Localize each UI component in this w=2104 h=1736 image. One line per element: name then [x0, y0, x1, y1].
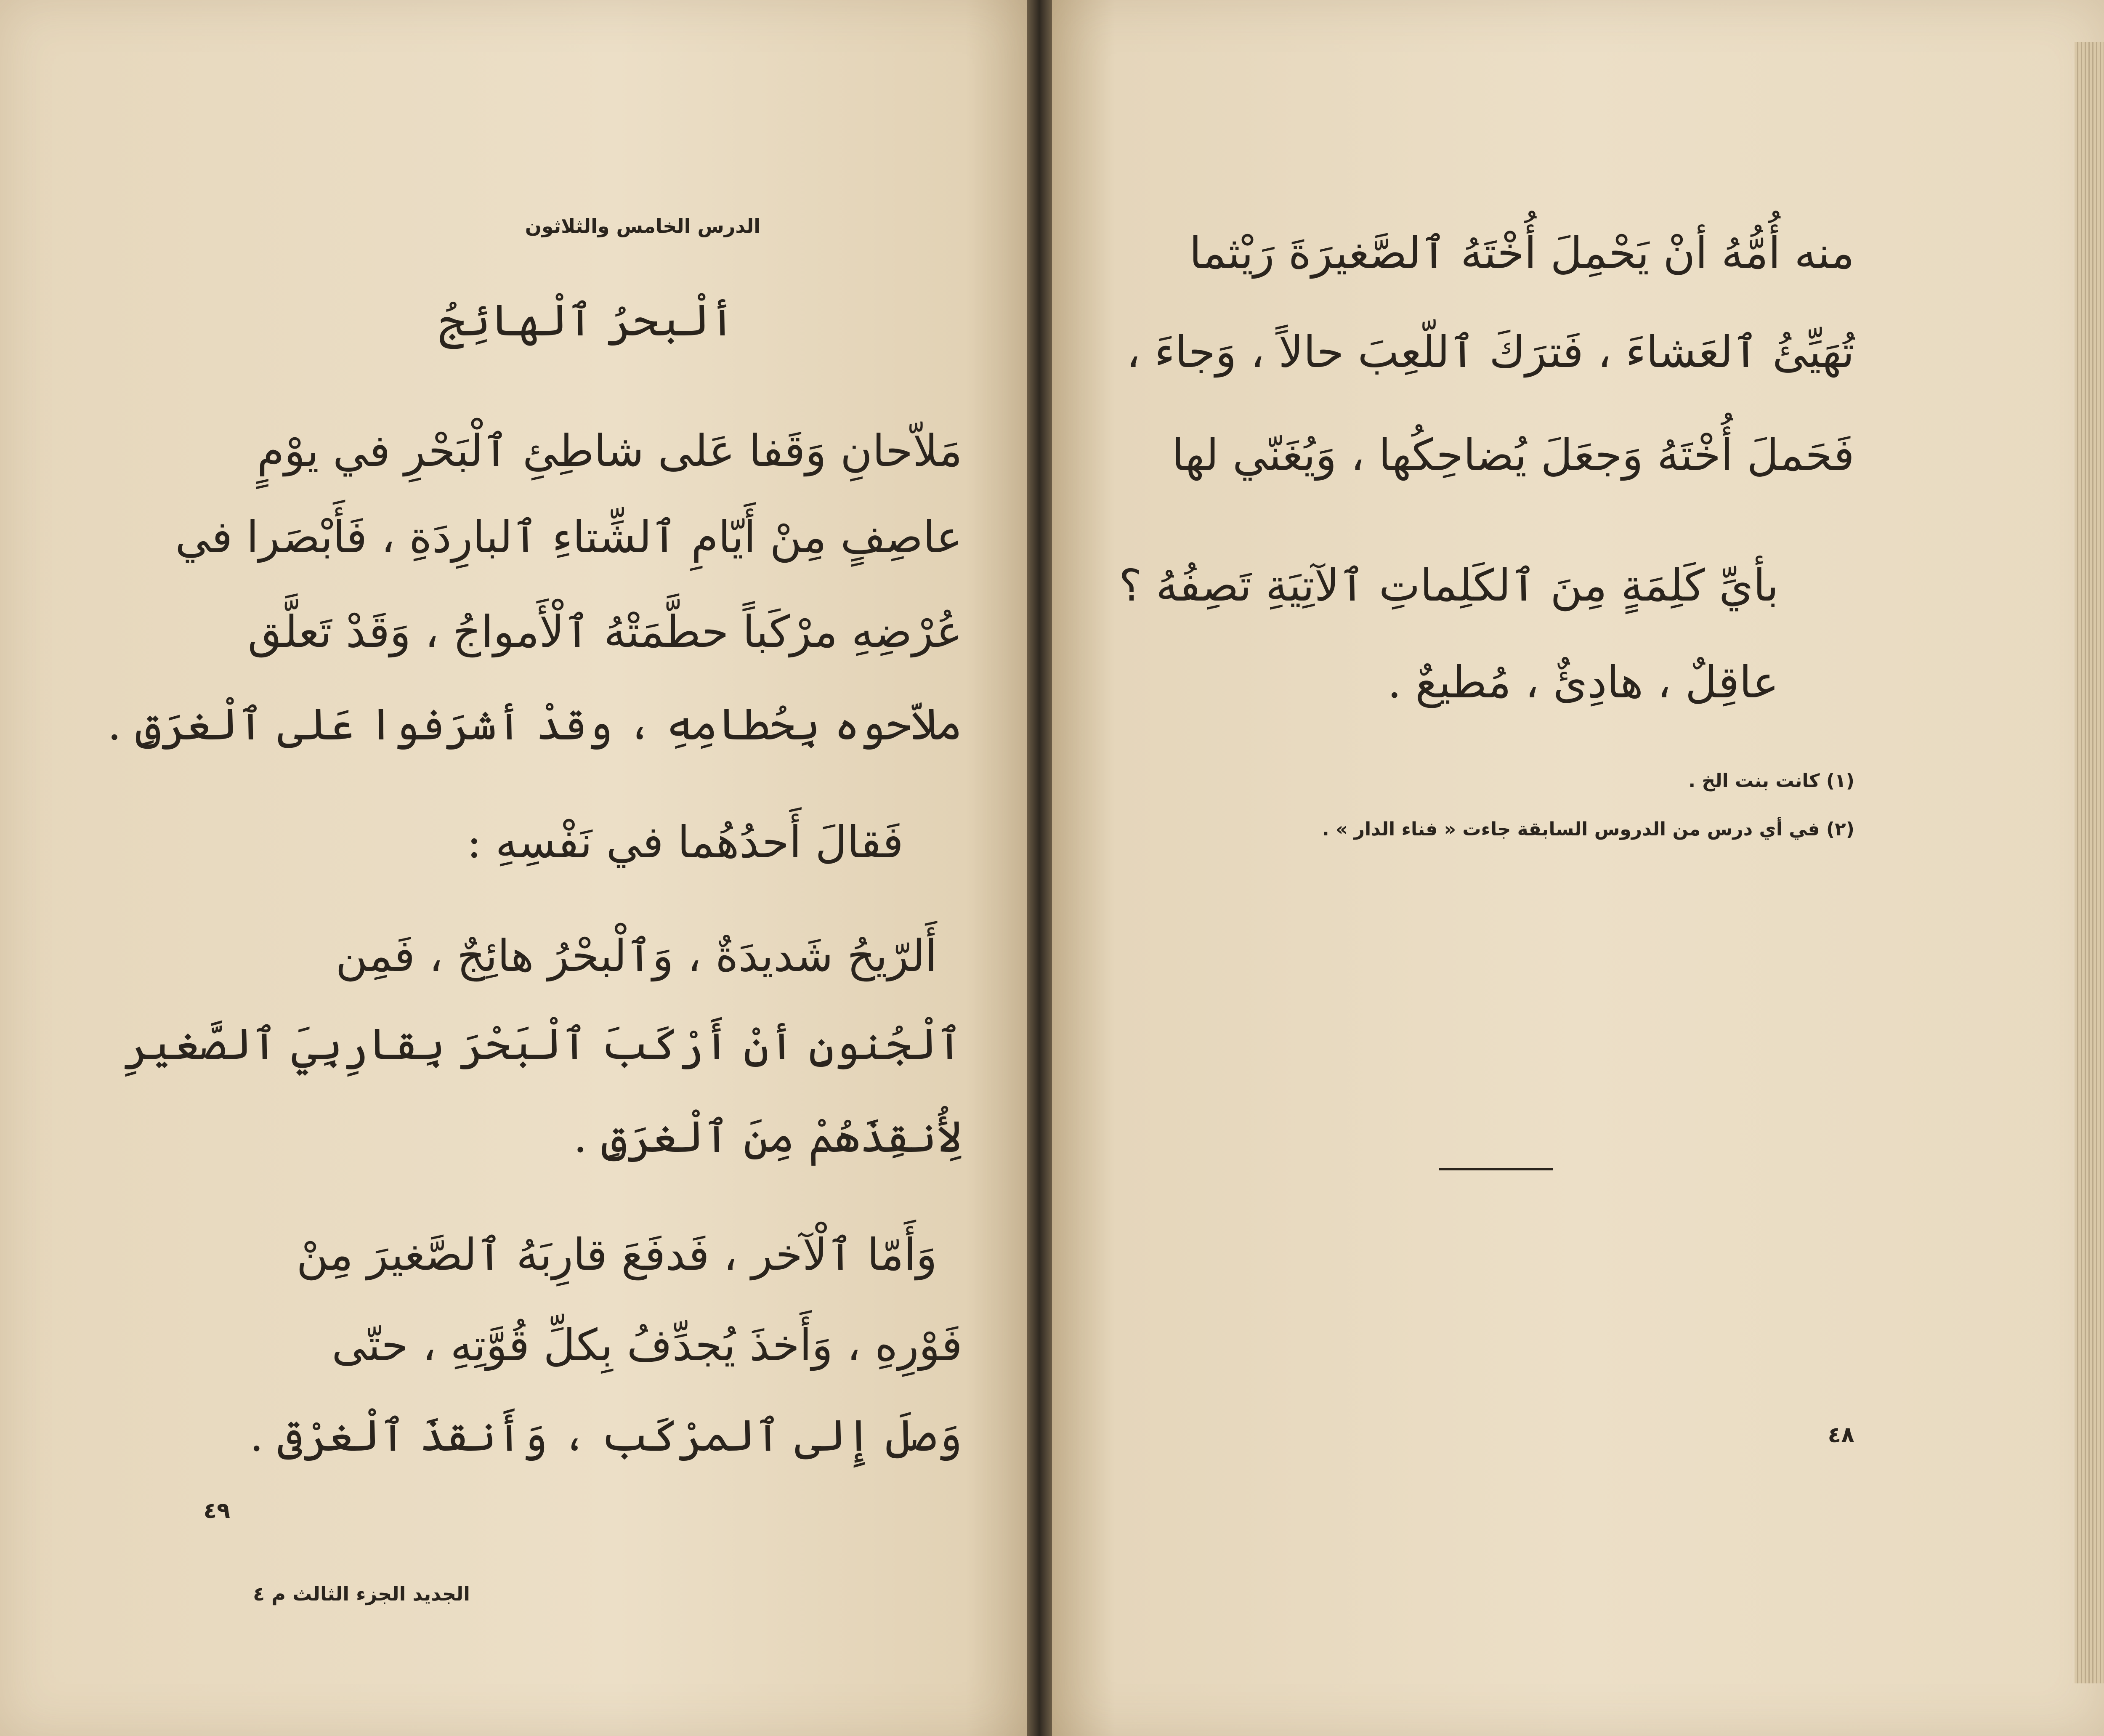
left-page: [0, 0, 1027, 1736]
text-line: ٱلْجُنونِ أنْ أَرْكَبَ ٱلْبَحْرَ بِقارِبِيَ ٱلصَّغيرِ: [123, 1018, 962, 1070]
text-line: أَلرّيحُ شَديدَةٌ ، وَٱلْبحْرُ هائِجٌ ، فَمِن: [335, 930, 937, 981]
text-line: وَصلَ إِلى ٱلمرْكَب ، وَأَنقذَ ٱلْغرْقى .: [250, 1410, 962, 1461]
text-line: فَحَملَ أُخْتَهُ وَجعَلَ يُضاحِكُها ، وَيُغَنّي لها: [1172, 429, 1854, 481]
page-number: ٤٩: [203, 1498, 230, 1523]
page-number: ٤٨: [1828, 1422, 1854, 1448]
text-line: ملاّحوه بِحُطامِهِ ، وقدْ أشرَفوا عَلى ٱلْغرَقِ .: [107, 699, 962, 750]
lesson-title: ألْبحرُ ٱلْهائِجُ: [439, 295, 735, 346]
text-line: عُرْضِهِ مرْكَباً حطَّمَتْهُ ٱلْأَمواجُ ، وَقَدْ تَعلَّق: [247, 606, 962, 657]
text-line: مَلاّحانِ وَقَفا عَلى شاطِئِ ٱلْبَحْرِ في يوْمٍ: [257, 425, 962, 476]
page-edges: [2075, 42, 2104, 1683]
lesson-heading: الدرس الخامس والثلاثون: [525, 215, 760, 237]
text-line: وَأَمّا ٱلْآخر ، فَدفَعَ قارِبَهُ ٱلصَّغيرَ مِنْ: [296, 1229, 937, 1280]
book-gutter: [1027, 0, 1052, 1736]
text-line: فَقالَ أَحدُهُما في نَفْسِهِ :: [467, 816, 903, 868]
text-line: لِأُنقِذَهُمْ مِنَ ٱلْغرَقِ .: [573, 1111, 962, 1162]
footnote: (١) كانت بنت الخ .: [1688, 770, 1854, 792]
footnote: (٢) في أي درس من الدروس السابقة جاءت « فناء الدار » .: [1322, 819, 1854, 840]
text-line: منه أُمُّهُ أنْ يَحْمِلَ أُخْتَهُ ٱلصَّغيرَةَ رَيْثما: [1189, 227, 1854, 279]
exercise-answers: عاقِلٌ ، هادِئٌ ، مُطيعٌ .: [1387, 657, 1779, 708]
section-divider: [1439, 1168, 1553, 1170]
exercise-question: بأيِّ كَلِمَةٍ مِنَ ٱلكَلِماتِ ٱلآتِيَةِ تَصِفُهُ ؟: [1118, 560, 1779, 611]
signature-mark: الجديد الجزء الثالث م ٤: [253, 1582, 470, 1605]
text-line: تُهَيِّئُ ٱلعَشاءَ ، فَترَكَ ٱللّعِبَ حالاً ، وَجاءَ ،: [1126, 326, 1854, 378]
text-line: عاصِفٍ مِنْ أَيّامِ ٱلشِّتاءِ ٱلبارِدَةِ ، فَأَبْصَرا في: [175, 511, 962, 563]
text-line: فَوْرِهِ ، وَأَخذَ يُجدِّفُ بِكلِّ قُوَّتِهِ ، حتّى: [332, 1319, 962, 1371]
